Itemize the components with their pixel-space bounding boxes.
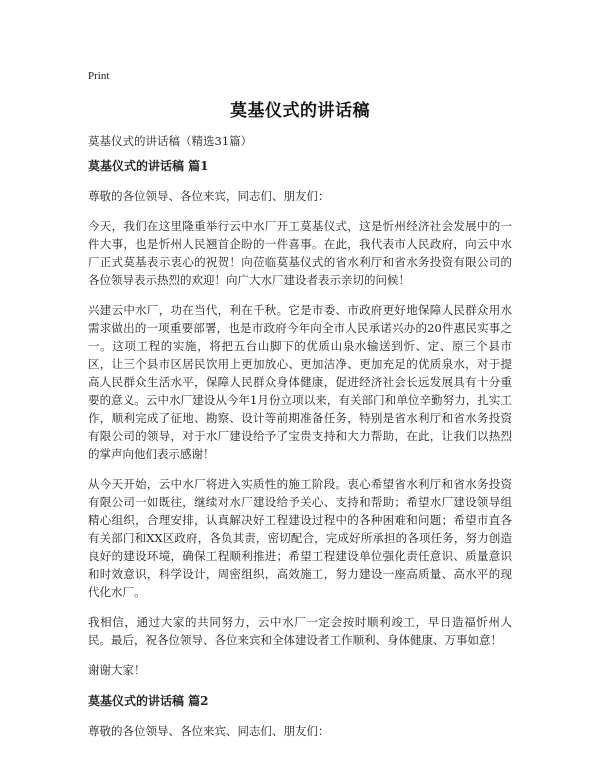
closing-paragraph: 谢谢大家！ xyxy=(88,663,146,677)
section-2 xyxy=(88,693,512,740)
body-paragraph: 从今天开始，云中水厂将进入实质性的施工阶段。衷心希望省水利厅和省水务投资有限公司一如既往，继续对水厂建设给予关心、支持和帮助；希望水厂建设领导组精心组织，合理安排，认真解决好工程建设过程中的各种困难和问题；希望市直各有关部门和XX区政府，各负其责，密切配合，完成好所承担的各项任务，努力创造良好的建设环境，确保工程顺利推进；希望工程建设单位强化责任意识、质量意识和时效意识，科学设计，周密组织，高效施工，努力建设一座高质量、高水平的现代化水厂。 xyxy=(88,477,512,599)
section-heading: 莫基仪式的讲话稿 篇2 xyxy=(88,694,209,708)
document-subtitle: 莫基仪式的讲话稿（精选31篇） xyxy=(88,134,253,148)
body-paragraph: 兴建云中水厂，功在当代，利在千秋。它是市委、市政府更好地保障人民群众用水需求做出的一项重要部署，也是市政府今年向全市人民承诺兴办的20件惠民实事之一。这项工程的实施，将把五台山脚下的优质山泉水输送到忻、定、原三个县市区，让三个县市区居民饮用上更加放心、更加洁净、更加充足的优质泉水，对于提高人民群众生活水平，保障人民群众身体健康，促进经济社会长远发展具有十分重要的意义。云中水厂建设从今年1月份立项以来，有关部门和单位辛勤努力，扎实工作，顺利完成了征地、勘察、设计等前期准备任务，特别是省水利厅和省水务投资有限公司的领导，对于水厂建设给予了宝贵支持和大力帮助，在此，让我们以热烈的掌声向他们表示感谢！ xyxy=(88,303,512,461)
document-body xyxy=(88,158,512,752)
body-paragraph: 我相信，通过大家的共同努力，云中水厂一定会按时顺利竣工，早日造福忻州人民。最后，祝各位领导、各位来宾和全体建设者工作顺利、身体健康、万事如意！ xyxy=(88,615,512,647)
body-paragraph: 今天，我们在这里隆重举行云中水厂开工莫基仪式，这是忻州经济社会发展中的一件大事，也是忻州人民翘首企盼的一件喜事。在此，我代表市人民政府，向云中水厂正式莫基表示衷心的祝贺！向莅临莫基仪式的省水利厅和省水务投资有限公司的各位领导表示热烈的欢迎！向广大水厂建设者表示亲切的问候！ xyxy=(88,219,512,287)
print-link[interactable]: Print xyxy=(88,70,110,82)
greeting-paragraph: 尊敬的各位领导、各位来宾、同志们、朋友们： xyxy=(88,724,330,738)
greeting-paragraph: 尊敬的各位领导、各位来宾，同志们、朋友们： xyxy=(88,189,330,203)
section-1 xyxy=(88,158,512,679)
section-heading: 莫基仪式的讲话稿 篇1 xyxy=(88,159,209,173)
page-title: 莫基仪式的讲话稿 xyxy=(230,101,370,121)
